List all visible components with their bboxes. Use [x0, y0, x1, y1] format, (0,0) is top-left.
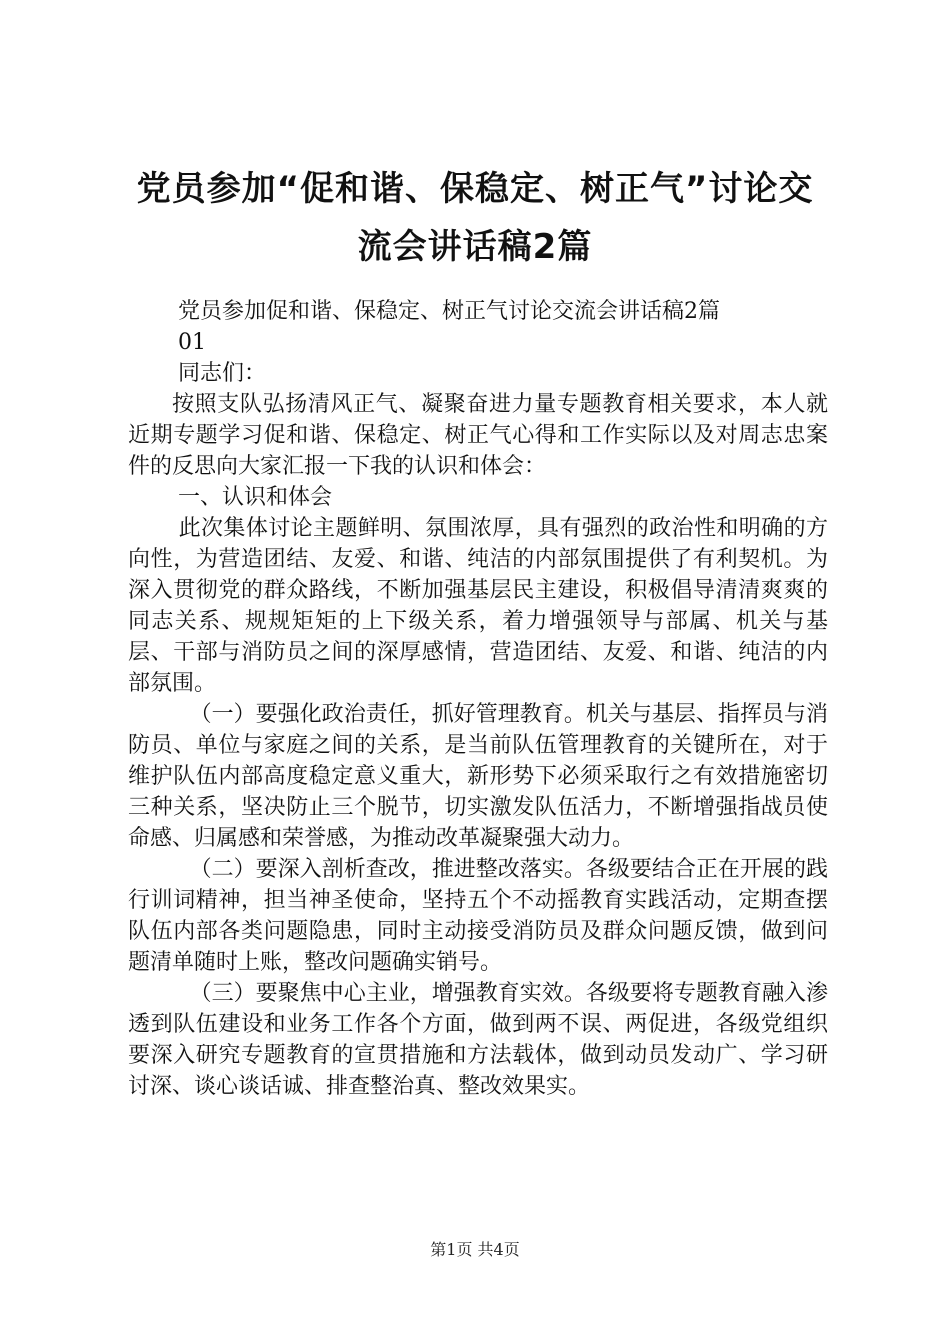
salutation: 同志们： — [178, 361, 267, 386]
paragraph-point-1: （一）要强化政治责任，抓好管理教育。机关与基层、指挥员与消防员、单位与家庭之间的关系，是当前队伍管理教育的关键所在，对于维护队伍内部高度稳定意义重大，新形势下必须采取行之有效措施密切三种关系，坚决防止三个脱节，切实激发队伍活力，不断增强指战员使命感、归属感和荣誉感，为推动改革凝聚强大动力。 — [128, 702, 828, 851]
paragraph-point-2: （二）要深入剖析查改，推进整改落实。各级要结合正在开展的践行训词精神，担当神圣使命，坚持五个不动摇教育实践活动，定期查摆队伍内部各类问题隐患，同时主动接受消防员及群众问题反馈，做到问题清单随时上账，整改问题确实销号。 — [128, 857, 828, 975]
paragraph-intro: 按照支队弘扬清风正气、凝聚奋进力量专题教育相关要求，本人就近期专题学习促和谐、保稳定、树正气心得和工作实际以及对周志忠案件的反思向大家汇报一下我的认识和体会： — [128, 392, 828, 479]
page-footer: 第1页 共4页 — [430, 1240, 520, 1259]
subtitle: 党员参加促和谐、保稳定、树正气讨论交流会讲话稿2篇 — [178, 299, 720, 324]
subtitle-number: 01 — [178, 330, 206, 355]
title-line-2: 流会讲话稿2篇 — [357, 227, 593, 267]
document-title — [115, 160, 835, 276]
paragraph-point-3: （三）要聚焦中心主业，增强教育实效。各级要将专题教育融入渗透到队伍建设和业务工作各个方面，做到两不误、两促进，各级党组织要深入研究专题教育的宣贯措施和方法载体，做到动员发动广、学习研讨深、谈心谈话诚、排查整治真、整改效果实。 — [128, 981, 828, 1099]
title-line-1: 党员参加“促和谐、保稳定、树正气”讨论交 — [136, 169, 814, 209]
section-heading: 一、认识和体会 — [178, 485, 333, 510]
document-body — [128, 296, 828, 1102]
paragraph-understanding: 此次集体讨论主题鲜明、氛围浓厚，具有强烈的政治性和明确的方向性，为营造团结、友爱、和谐、纯洁的内部氛围提供了有利契机。为深入贯彻党的群众路线，不断加强基层民主建设，积极倡导清清爽爽的同志关系、规规矩矩的上下级关系，着力增强领导与部属、机关与基层、干部与消防员之间的深厚感情，营造团结、友爱、和谐、纯洁的内部氛围。 — [128, 516, 828, 696]
